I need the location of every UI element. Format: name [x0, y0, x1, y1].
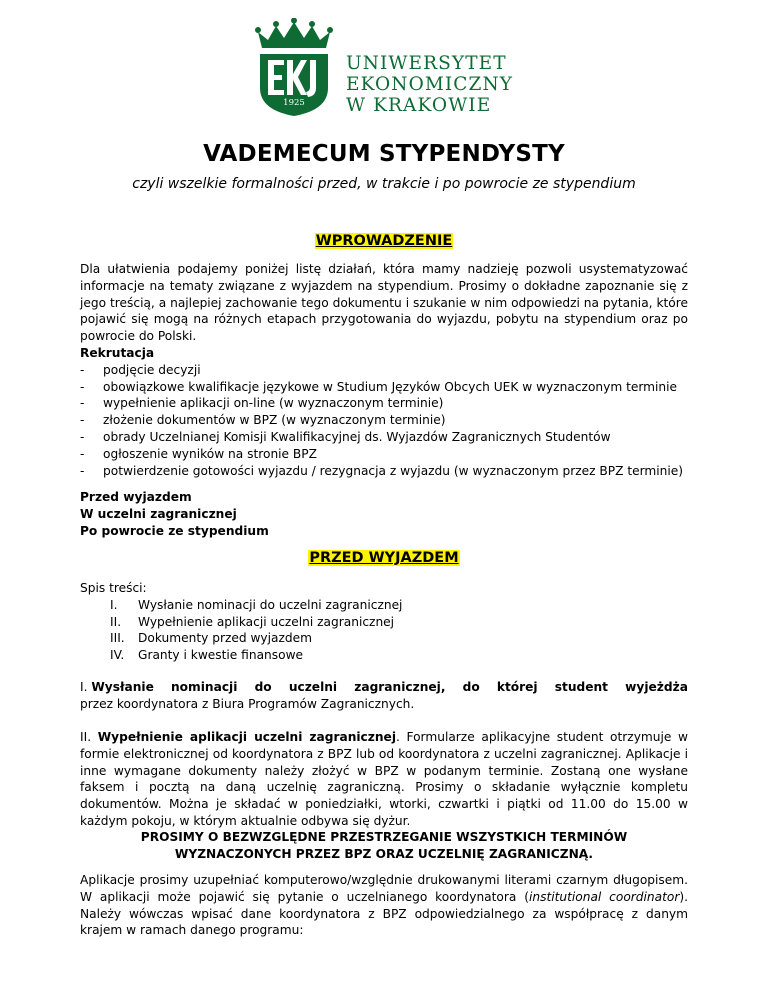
intro-heading-text: WPROWADZENIE — [315, 233, 453, 249]
section-1-title: I. Wysłanie nominacji do uczelni zagranicznej, do której student wyjeżdża — [80, 680, 688, 694]
list-item: - obowiązkowe kwalifikacje językowe w Studium Języków Obcych UEK w wyznaczonym terminie — [80, 379, 678, 394]
document-subtitle: czyli wszelkie formalności przed, w trakcie i po powrocie ze stypendium — [132, 176, 636, 192]
list-item: - złożenie dokumentów w BPZ (w wyznaczonym terminie) — [80, 413, 446, 428]
section-1-line-2: przez koordynatora z Biura Programów Zagranicznych. — [80, 696, 415, 711]
logo-name-line-2: EKONOMICZNY — [346, 74, 514, 95]
phase-links — [80, 489, 688, 539]
list-item: - obrady Uczelnianej Komisji Kwalifikacyjnej ds. Wyjazdów Zagranicznych Studentów — [80, 429, 611, 444]
table-of-contents — [80, 580, 688, 664]
deadline-notice: PROSIMY O BEZWZGLĘDNE PRZESTRZEGANIE WSZYSTKICH TERMINÓW WYZNACZONYCH PRZEZ BPZ ORAZ UCZELNIĘ ZAGRANICZNĄ. — [140, 830, 628, 861]
list-item: - wypełnienie aplikacji on-line (w wyznaczonym terminie) — [80, 396, 444, 411]
phase-link-abroad[interactable]: W uczelni zagranicznej — [80, 506, 237, 521]
logo-year: 1925 — [283, 98, 305, 108]
toc-item[interactable]: IV. Granty i kwestie finansowe — [110, 648, 304, 663]
before-heading-text: PRZED WYJAZDEM — [309, 550, 459, 566]
phase-link-before[interactable]: Przed wyjazdem — [80, 490, 192, 504]
list-item: - potwierdzenie gotowości wyjazdu / rezygnacja z wyjazdu (w wyznaczonym przez BPZ terminie) — [80, 463, 684, 478]
rekrutacja-section — [80, 345, 688, 479]
section-1 — [80, 679, 688, 713]
document-title: VADEMECUM STYPENDYSTY — [203, 141, 565, 167]
logo-name-line-3: W KRAKOWIE — [346, 95, 492, 116]
intro-paragraph: Dla ułatwienia podajemy poniżej listę działań, która mamy nadzieję pozwoli usystematyzować informacje na tematy związane z wyjazdem na stypendium. Prosimy o dokładne zapoznanie się z jego treścią, a najlepiej zachowanie tego dokumentu i szukanie w nim odpowiedzi na pytania, które pojawić się mogą na różnych etapach przygotowania do wyjazdu, pobytu na stypendium oraz po powrocie do Polski. — [80, 262, 688, 344]
toc-item[interactable]: I. Wysłanie nominacji do uczelni zagranicznej — [110, 597, 403, 612]
university-logo — [254, 18, 514, 118]
toc-label: Spis treści: — [80, 581, 147, 595]
phase-link-after[interactable]: Po powrocie ze stypendium — [80, 523, 269, 538]
intro-heading — [0, 233, 768, 250]
list-item: - podjęcie decyzji — [80, 362, 201, 377]
before-heading — [0, 550, 768, 567]
section-2-paragraph: II. Wypełnienie aplikacji uczelni zagranicznej. Formularze aplikacyjne student otrzymuje w formie elektronicznej od koordynatora z BPZ lub od koordynatora z uczelni zagranicznej. Aplikacje i inne wymagane dokumenty należy złożyć w BPZ w podanym terminie. Zostaną one wysłane faksem i pocztą na daną uczelnię zagraniczną. Prosimy o składanie wyłącznie kompletu dokumentów. Można je składać w poniedziałki, wtorki, czwartki i piątki od 11.00 do 15.00 w każdym pokoju, w którym aktualnie odbywa się dyżur. — [80, 730, 688, 828]
list-item: - ogłoszenie wyników na stronie BPZ — [80, 446, 317, 461]
rekrutacja-heading: Rekrutacja — [80, 346, 155, 360]
logo-name-line-1: UNIWERSYTET — [346, 53, 507, 74]
application-paragraph: Aplikacje prosimy uzupełniać komputerowo/względnie drukowanymi literami czarnym długopisem. W aplikacji może pojawić się pytanie o uczelnianego koordynatora (institutional coordinator). Należy wówczas wpisać dane koordynatora z BPZ odpowiedzialnego za współpracę z danym krajem w ramach danego programu: — [80, 873, 688, 938]
toc-item[interactable]: II. Wypełnienie aplikacji uczelni zagranicznej — [110, 614, 395, 629]
toc-item[interactable]: III. Dokumenty przed wyjazdem — [110, 631, 312, 646]
